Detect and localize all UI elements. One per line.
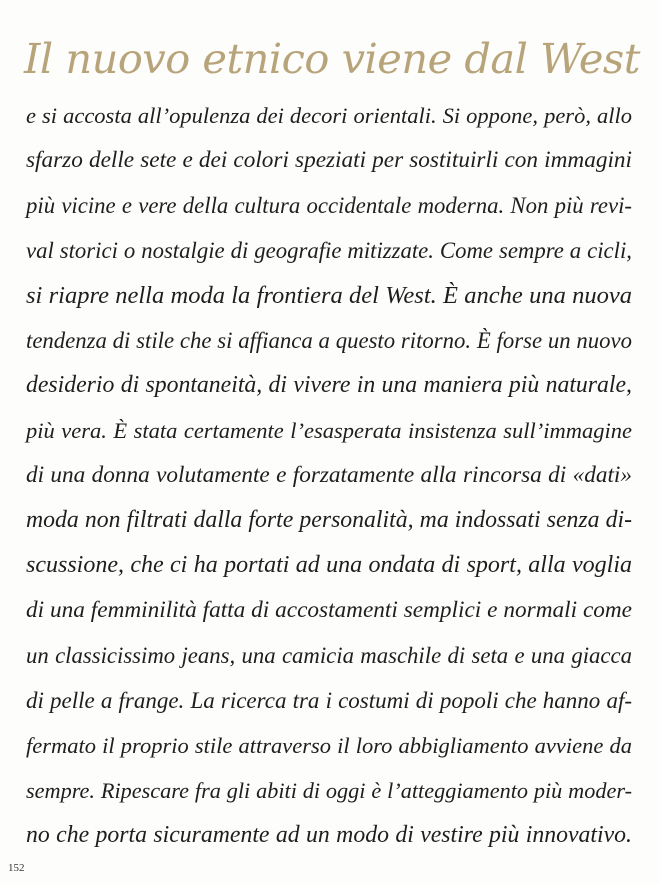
article-title: Il nuovo etnico viene dal West <box>24 34 640 83</box>
body-line: sfarzo delle sete e dei colori speziati per sostituirli con immagini <box>26 147 632 173</box>
body-line: no che porta sicuramente ad un modo di vestire più innovativo. <box>26 822 632 848</box>
body-line: un classicissimo jeans, una camicia maschile di seta e una giacca <box>26 643 632 668</box>
body-line: moda non filtrati dalla forte personalità, ma indossati senza di- <box>26 507 632 533</box>
page-number: 152 <box>8 862 25 874</box>
body-line: e si accosta all’opulenza dei decori orientali. Si oppone, però, allo <box>26 103 632 128</box>
body-line: di una donna volutamente e forzatamente alla rincorsa di «dati» <box>26 462 632 488</box>
body-line: più vicine e vere della cultura occidentale moderna. Non più revi- <box>26 193 632 218</box>
body-line: sempre. Ripescare fra gli abiti di oggi è l’atteggiamento più moder- <box>26 778 632 803</box>
body-line: più vera. È stata certamente l’esasperata insistenza sull’immagine <box>26 418 632 443</box>
body-line: val storici o nostalgie di geografie mitizzate. Come sempre a cicli, <box>26 238 632 263</box>
body-line: di una femminilità fatta di accostamenti semplici e normali come <box>26 597 632 623</box>
body-line: fermato il proprio stile attraverso il loro abbigliamento avviene da <box>26 733 632 758</box>
body-line: tendenza di stile che si affianca a questo ritorno. È forse un nuovo <box>26 328 632 353</box>
body-line: di pelle a frange. La ricerca tra i costumi di popoli che hanno af- <box>26 688 632 713</box>
body-line: si riapre nella moda la frontiera del West. È anche una nuova <box>26 282 632 309</box>
article-body <box>26 93 632 858</box>
body-line: desiderio di spontaneità, di vivere in una maniera più naturale, <box>26 372 632 398</box>
body-line: scussione, che ci ha portati ad una ondata di sport, alla voglia <box>26 552 632 578</box>
